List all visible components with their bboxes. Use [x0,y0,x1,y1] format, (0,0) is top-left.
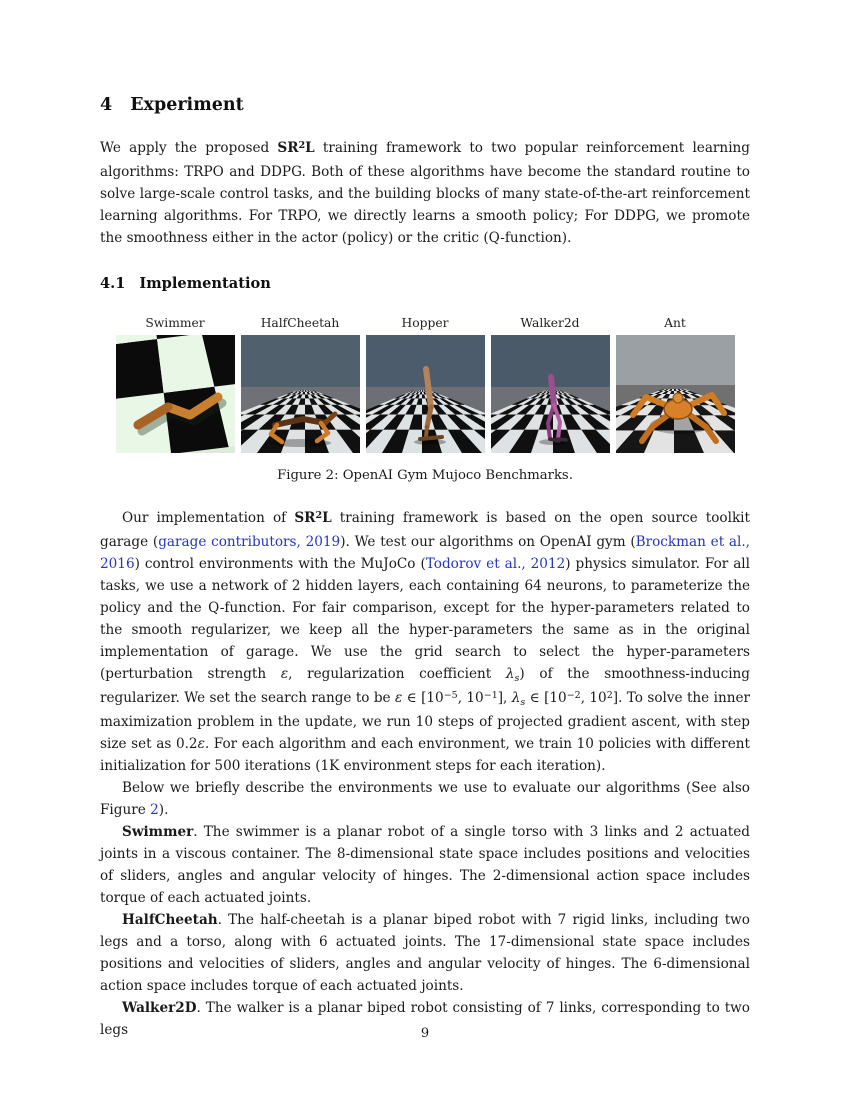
text-segment: HalfCheetah [122,912,218,928]
text-segment: ε [197,736,205,752]
page-number: 9 [420,1026,430,1041]
paragraph-intro [100,137,750,249]
paragraph-environments-intro [100,777,750,821]
text-segment: ∈ [10 [525,690,567,706]
text-segment: ]. To solve the inner maximization problem in the update, we run 10 steps of projected gradient ascent, with step size set as 0.2 [100,690,750,752]
citation-link[interactable]: 2 [150,802,159,818]
subsection-title: Implementation [139,275,271,292]
env-image-ant [616,335,735,453]
env-image-swimmer [116,335,235,453]
text-segment: s [520,696,526,708]
env-label-swimmer: Swimmer [145,316,205,330]
text-segment: −2 [566,689,581,701]
subsection-number: 4.1 [100,275,126,292]
text-segment: ε [394,690,403,706]
text-segment: ε [280,666,289,682]
text-segment: Our implementation of [122,510,295,526]
text-segment: We apply the proposed [100,140,278,156]
text-segment: L [305,140,315,156]
section-title: Experiment [130,95,244,115]
text-segment: SR [277,140,299,156]
text-segment: s [514,672,520,684]
figure-image-labels [100,316,750,330]
text-segment: Swimmer [122,824,194,840]
text-segment: ) control environments with the MuJoCo ( [134,556,426,572]
paragraph-halfcheetah [100,909,750,997]
citation-link[interactable]: Brockman et al., 2016 [100,534,750,572]
paragraph-implementation [100,507,750,777]
text-segment: Walker2D [122,1000,197,1016]
text-segment: ). We test our algorithms on OpenAI gym ( [340,534,636,550]
text-segment: 2 [315,509,323,521]
text-segment: 2 [298,139,306,151]
env-label-ant: Ant [664,316,686,330]
text-segment: . The walker is a planar biped robot consisting of 7 links, corresponding to two legs [100,1000,750,1038]
section-heading [100,95,750,115]
text-segment: 2 [606,689,613,701]
text-segment: ) physics simulator. For all tasks, we use a network of 2 hidden layers, each containing 64 neurons, to parameterize the policy and the Q-function. For fair comparison, except for the hyper-parameters related to the smooth regularizer, we keep all the hyper-parameters the same as in the original implementation of garage. We use the grid search to select the hyper-parameters (perturbation strength [100,556,751,682]
text-segment: . The half-cheetah is a planar biped robot with 7 rigid links, including two legs and a torso, along with 6 actuated joints. The 17-dimensional state space includes positions and velocities of sliders, angles and angular velocity of hinges. The 6-dimensional action space includes torque of each actuated joints. [100,912,750,994]
text-segment: ). [158,802,169,818]
env-label-halfcheetah: HalfCheetah [260,316,340,330]
text-segment: , 10 [580,690,607,706]
figure-images [100,335,750,453]
env-label-walker2d: Walker2d [520,316,580,330]
text-segment: SR [294,510,316,526]
text-segment: , 10 [457,690,484,706]
text-segment: λ [505,666,515,682]
text-segment: training framework to two popular reinforcement learning algorithms: TRPO and DDPG. Both of these algorithms have become the standard routine to solve large-scale control tasks, and the building blocks of many state-of-the-art reinforcement learning algorithms. For TRPO, we directly learns a smooth policy; For DDPG, we promote the smoothness either in the actor (policy) or the critic (Q-function). [100,140,750,246]
text-segment: . The swimmer is a planar robot of a single torso with 3 links and 2 actuated joints in a viscous container. The 8-dimensional state space includes positions and velocities of sliders, angles and angular velocity of hinges. The 2-dimensional action space includes torque of each actuated joints. [100,824,750,906]
citation-link[interactable]: garage contributors, 2019 [158,534,341,550]
text-segment: λ [511,690,521,706]
text-segment: training framework is based on the open source toolkit garage ( [100,510,750,550]
subsection-heading [100,275,750,292]
section-number: 4 [100,95,113,115]
figure-caption: Figure 2: OpenAI Gym Mujoco Benchmarks. [277,468,573,483]
text-segment: L [322,510,332,526]
env-label-hopper: Hopper [401,316,449,330]
env-image-hopper [366,335,485,453]
page-content [100,95,750,1041]
text-segment: ∈ [10 [402,690,444,706]
text-segment: . For each algorithm and each environment, we train 10 policies with different initialization for 500 iterations (1K environment steps for each iteration). [100,736,750,774]
text-segment: ) of the smoothness-inducing regularizer. We set the search range to be [100,666,750,706]
env-image-halfcheetah [241,335,360,453]
text-segment: , regularization coefficient [288,666,506,682]
paragraph-swimmer [100,821,750,909]
env-image-walker2d [491,335,610,453]
text-segment: −5 [443,689,458,701]
citation-link[interactable]: Todorov et al., 2012 [425,556,566,572]
text-segment: −1 [483,689,498,701]
text-segment: Below we briefly describe the environments we use to evaluate our algorithms (See also Figure [100,780,750,818]
text-segment: ], [497,690,512,706]
figure-2 [100,316,750,483]
